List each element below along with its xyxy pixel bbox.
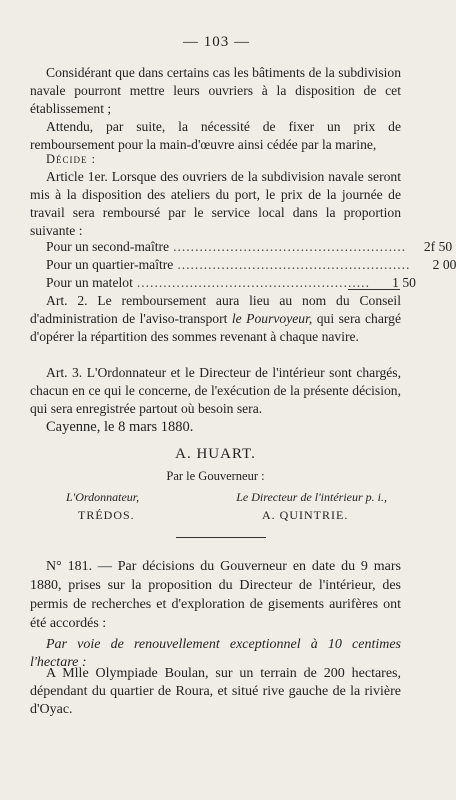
leader-dots: ..................................................... <box>136 275 370 290</box>
article-2-text-end: qui sera chargé d'opérer la répartition des sommes revenant à chaque navire. <box>30 311 401 344</box>
rule-short <box>348 289 400 290</box>
considerant-paragraph: Considérant que dans certains cas les bâtiments de la subdivision navale pourront mettre leurs ouvriers à la disposition de cet établissement ; <box>30 65 401 116</box>
rate-label: Pour un matelot <box>46 275 133 290</box>
directeur-name: A. QUINTRIE. <box>262 508 349 522</box>
rate-label: Pour un quartier-maître <box>46 257 174 272</box>
rate-label: Pour un second-maître <box>46 239 170 254</box>
leader-dots: ..................................................... <box>173 239 407 254</box>
section-divider <box>176 537 266 538</box>
signatory-name: A. HUART. <box>175 446 256 462</box>
renouvellement-heading: Par voie de renouvellement exceptionnel à 10 centimes l'hectare : <box>30 637 401 670</box>
rate-value: 1 50 <box>392 275 416 290</box>
rates-list <box>30 238 456 292</box>
ordonnateur-name: TRÉDOS. <box>78 508 135 522</box>
article-3-paragraph: Art. 3. L'Ordonnateur et le Directeur de l'intérieur sont chargés, chacun en ce qui le concerne, de l'exécution de la présente décision, qui sera enregistrée partout où besoin sera. <box>30 365 401 416</box>
rate-row <box>46 256 456 274</box>
article-1-paragraph: Article 1er. Lorsque des ouvriers de la subdivision navale seront mis à la disposition des ateliers du port, le prix de la journée de travail sera remboursé par le service local dans la proportion suivante : <box>30 169 401 238</box>
decision-181-paragraph: N° 181. — Par décisions du Gouverneur en date du 9 mars 1880, prises sur la proposition du Directeur de l'intérieur, des permis de recherches et d'exploration de gisements aurifères ont été accordés : <box>30 559 401 631</box>
article-2-paragraph <box>30 292 401 346</box>
page-number: — 103 — <box>183 34 250 50</box>
par-gouverneur: Par le Gouverneur : <box>166 469 265 483</box>
olympiade-paragraph: A Mlle Olympiade Boulan, sur un terrain de 200 hectares, dépendant du quartier de Roura, et situé rive gauche de la rivière d'Oyac. <box>30 666 401 717</box>
ship-name: le Pourvoyeur, <box>231 311 313 326</box>
article-2-text: Art. 2. Le remboursement aura lieu au nom du Conseil d'administration de l'aviso-transport <box>30 293 401 326</box>
countersign-titles <box>30 488 401 506</box>
attendu-paragraph: Attendu, par suite, la nécessité de fixer un prix de remboursement pour la main-d'œuvre ainsi cédée par la marine, <box>30 119 401 152</box>
leader-dots: ..................................................... <box>177 257 411 272</box>
rate-row <box>46 238 453 256</box>
decide-heading: Décide : <box>46 152 97 166</box>
date-line: Cayenne, le 8 mars 1880. <box>46 419 194 435</box>
rate-value: 2 00 <box>432 257 456 272</box>
ordonnateur-title: L'Ordonnateur, <box>66 490 140 504</box>
rate-value: 2f 50 <box>423 239 453 254</box>
directeur-title: Le Directeur de l'intérieur p. i., <box>236 490 387 504</box>
